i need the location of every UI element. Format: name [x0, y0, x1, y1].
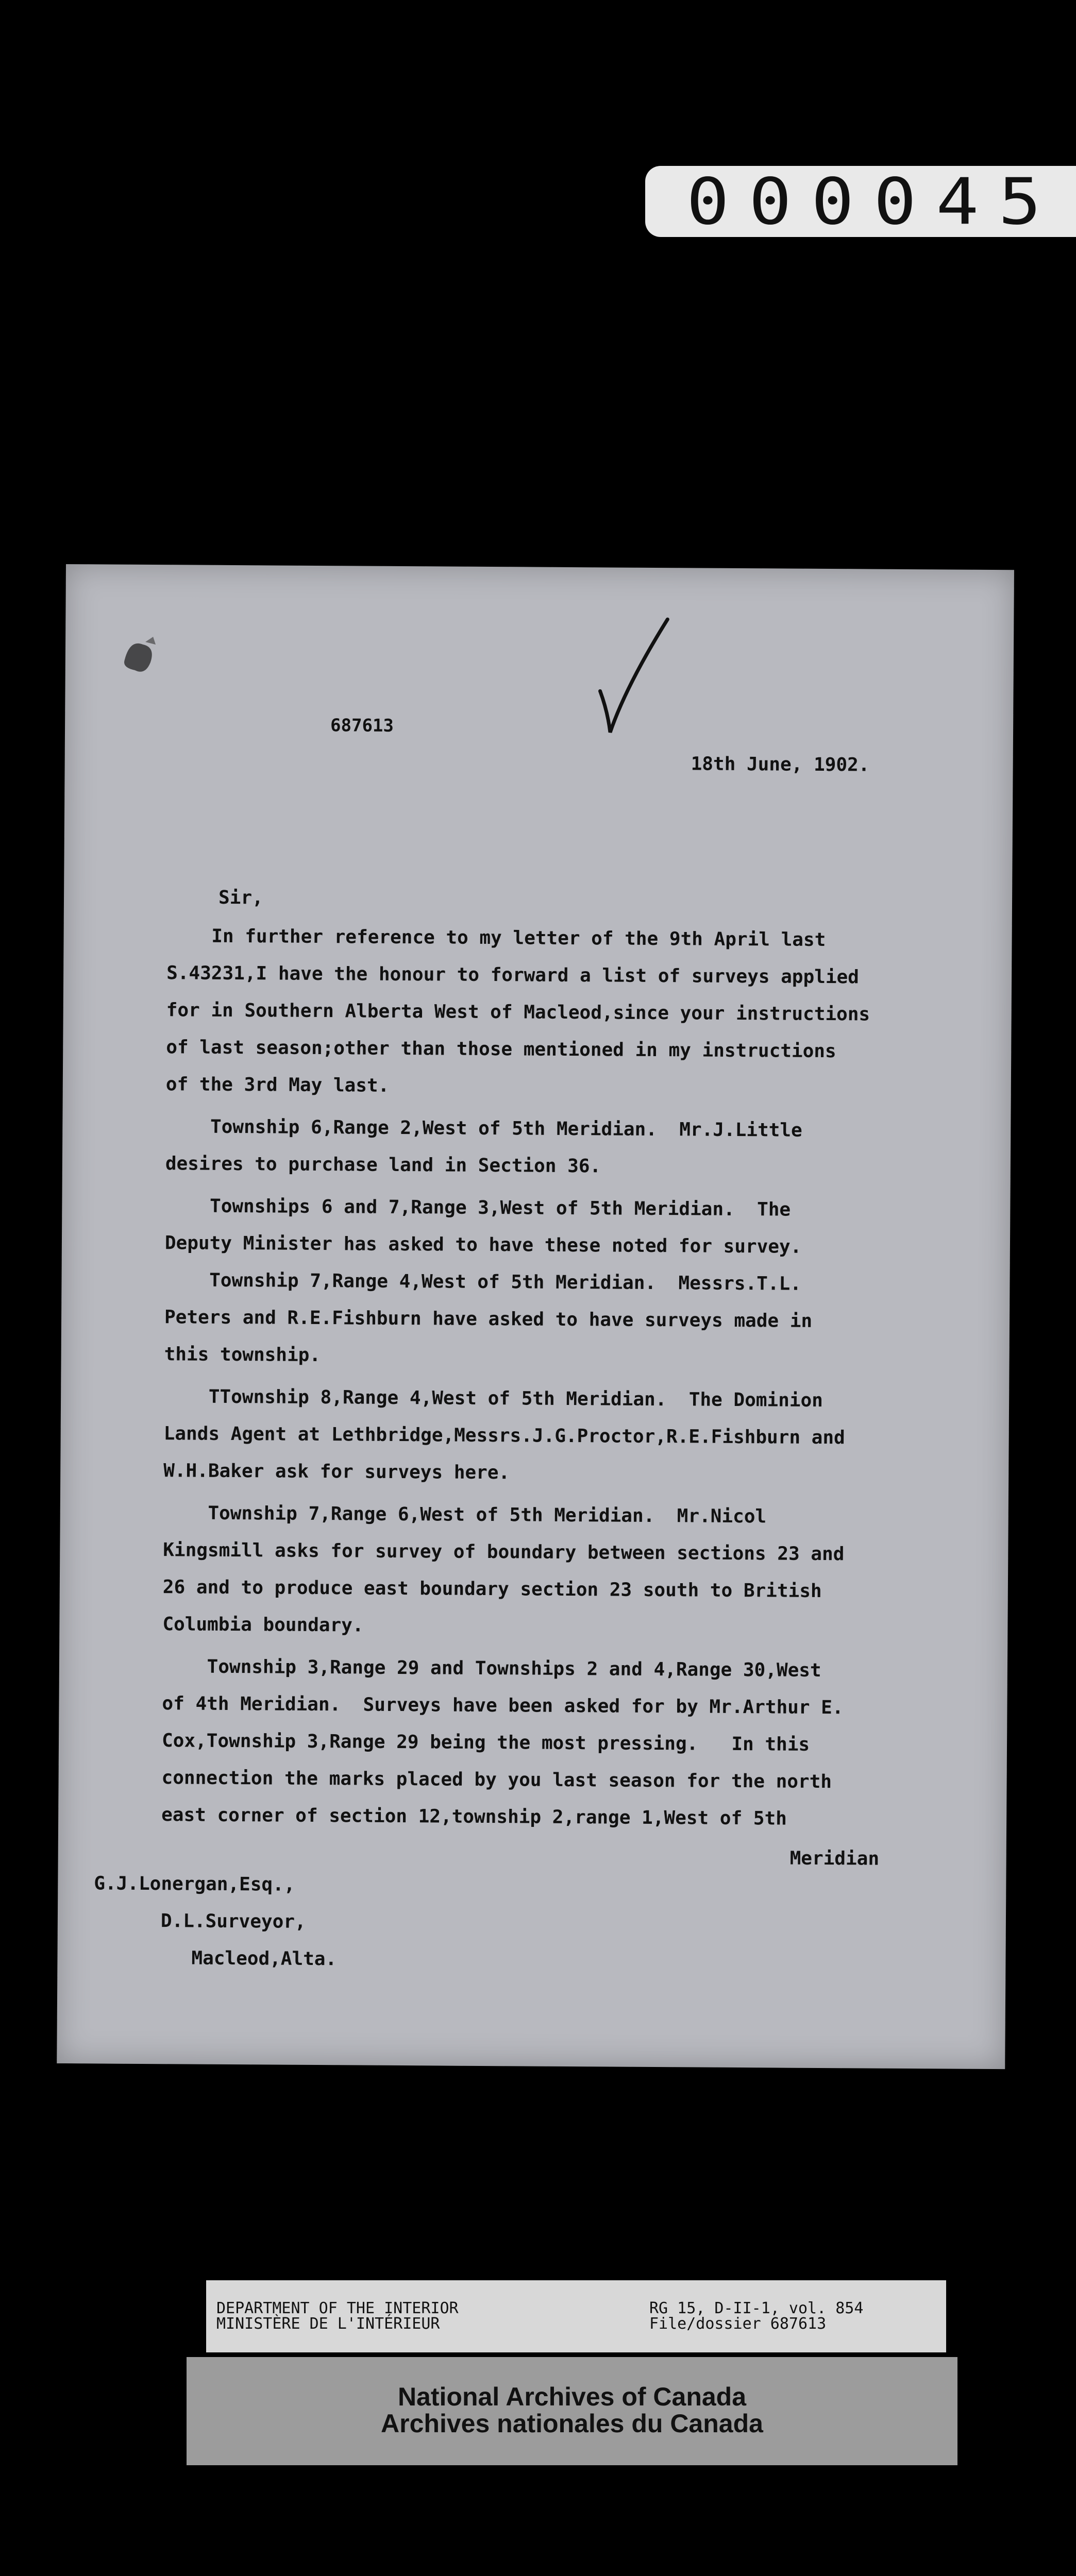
archives-name-en: National Archives of Canada	[397, 2382, 747, 2411]
archive-reference-label	[206, 2280, 946, 2352]
addressee-title: D.L.Surveyor,	[160, 1910, 306, 1933]
addressee-name: G.J.Lonergan,Esq.,	[94, 1873, 295, 1895]
body-line: S.43231,I have the honour to forward a list of surveys applied	[166, 962, 860, 988]
check-mark-icon	[590, 614, 672, 738]
frame-number-strip	[645, 166, 1076, 237]
continuation-word: Meridian	[789, 1848, 880, 1870]
reference-numbers	[649, 2301, 863, 2332]
body-line: Deputy Minister has asked to have these noted for survey.	[164, 1232, 802, 1258]
body-line: Columbia boundary.	[162, 1614, 364, 1636]
body-line: Kingsmill asks for survey of boundary between sections 23 and	[163, 1539, 845, 1565]
body-line: Township 7,Range 4,West of 5th Meridian. Messrs.T.L.	[164, 1269, 802, 1295]
body-line: for in Southern Alberta West of Macleod,since your instructions	[166, 999, 870, 1025]
letter-page	[57, 564, 1014, 2069]
smudge-mark	[114, 634, 166, 681]
addressee-place: Macleod,Alta.	[191, 1947, 337, 1970]
body-line: desires to purchase land in Section 36.	[165, 1153, 601, 1177]
letter-date: 18th June, 1902.	[691, 753, 870, 776]
body-line: of the 3rd May last.	[165, 1074, 390, 1096]
file-number: 687613	[330, 715, 394, 736]
body-line: connection the marks placed by you last season for the north	[161, 1767, 832, 1793]
body-line: of last season;other than those mentioned in my instructions	[166, 1037, 836, 1062]
body-line: In further reference to my letter of the 9th April last	[166, 925, 826, 951]
archives-banner	[187, 2357, 957, 2465]
body-line: Township 3,Range 29 and Townships 2 and 4,Range 30,West	[162, 1656, 821, 1681]
record-group: RG 15, D-II-1, vol. 854	[649, 2299, 864, 2317]
body-line: east corner of section 12,township 2,range 1,West of 5th	[161, 1804, 787, 1829]
file-dossier: File/dossier 687613	[649, 2315, 827, 2333]
frame-number: 000045	[686, 164, 1061, 239]
body-line: W.H.Baker ask for surveys here.	[163, 1460, 510, 1484]
body-line: Lands Agent at Lethbridge,Messrs.J.G.Proctor,R.E.Fishburn and	[163, 1423, 845, 1449]
body-line: of 4th Meridian. Surveys have been asked for by Mr.Arthur E.	[162, 1693, 844, 1719]
department-en: DEPARTMENT OF THE INTERIOR	[216, 2299, 459, 2317]
body-line: Townships 6 and 7,Range 3,West of 5th Meridian. The	[165, 1195, 791, 1221]
salutation: Sir,	[218, 887, 263, 909]
body-line: Cox,Township 3,Range 29 being the most pressing. In this	[161, 1730, 810, 1755]
body-line: Peters and R.E.Fishburn have asked to have surveys made in	[164, 1307, 813, 1332]
body-line: this township.	[164, 1344, 321, 1366]
body-line: Township 7,Range 6,West of 5th Meridian. Mr.Nicol	[163, 1502, 767, 1528]
department-fr: MINISTÈRE DE L'INTÉRIEUR	[216, 2315, 440, 2333]
department-names	[216, 2301, 459, 2332]
archives-name-fr: Archives nationales du Canada	[381, 2409, 763, 2438]
body-line: TTownship 8,Range 4,West of 5th Meridian. The Dominion	[164, 1386, 823, 1412]
body-line: Township 6,Range 2,West of 5th Meridian. Mr.J.Little	[165, 1116, 802, 1141]
body-line: 26 and to produce east boundary section 23 south to British	[162, 1577, 822, 1602]
letter-body	[161, 925, 940, 1829]
